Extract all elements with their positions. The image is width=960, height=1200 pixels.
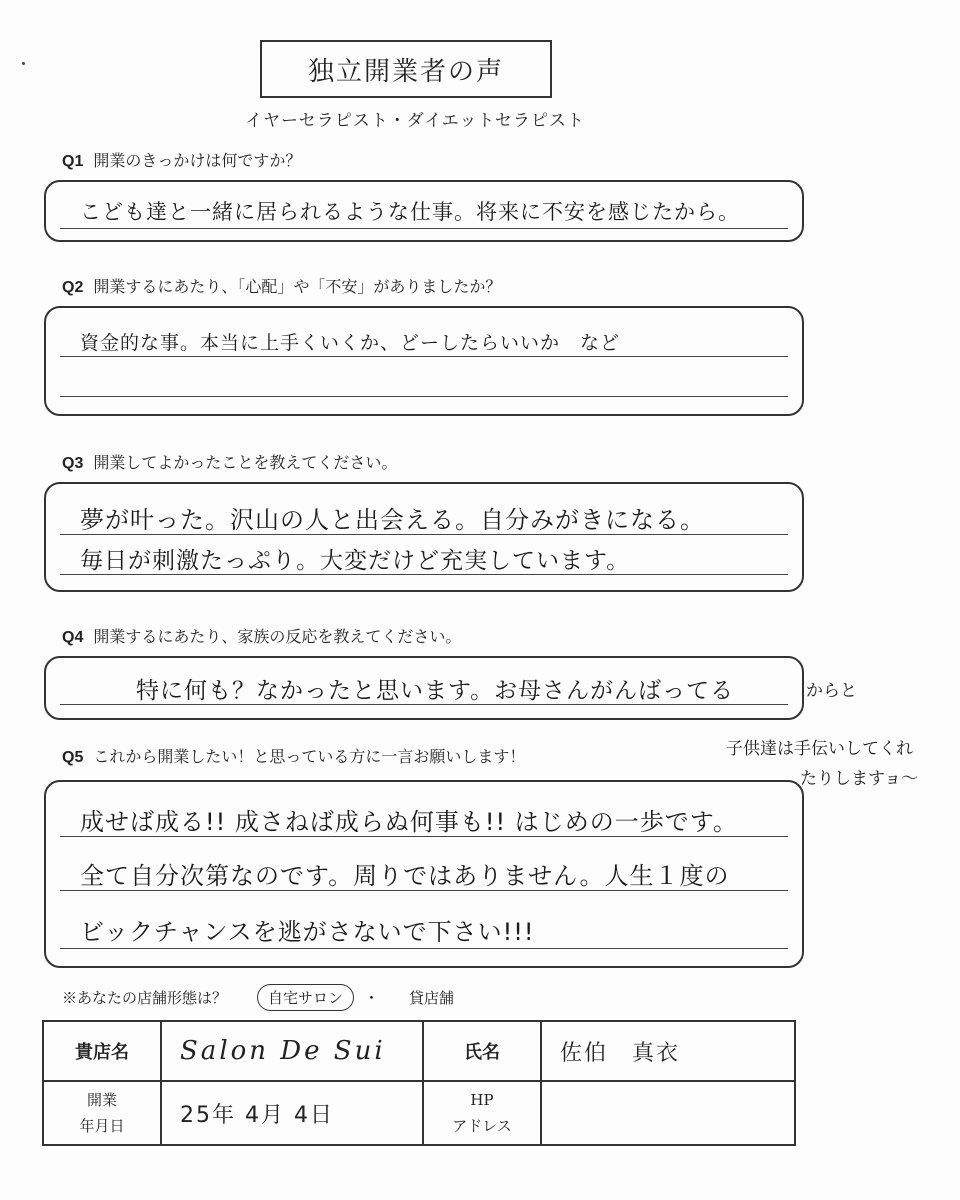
store-type-question: ※あなたの店舗形態は？ [62,989,228,1007]
question-text: 開業してよかったことを教えてください。 [93,453,398,472]
answer-line: ビックチャンスを逃がさないで下さい!!! [80,918,535,946]
store-option-rental: 貸店舗 [409,989,455,1007]
store-option-home-salon: 自宅サロン [257,984,354,1011]
scan-speck [22,62,25,65]
open-date-label-line2: 年月日 [79,1117,125,1135]
question-5 [62,744,525,767]
question-1 [62,148,301,171]
question-number: Q4 [62,629,84,646]
answer-line: 特に何も？なかったと思います。お母さんがんばってる [136,678,735,704]
question-3 [62,450,397,473]
question-2 [62,274,501,297]
open-date-value: 25年 4月 4日 [161,1081,423,1145]
store-type-row [62,984,454,1011]
store-name-value: Salon De Sui [161,1021,423,1081]
question-number: Q3 [62,455,84,472]
store-option-separator: ・ [364,989,380,1007]
answer-line: 夢が叶った。沢山の人と出会える。自分みがきになる。 [80,506,705,534]
page-title: 独立開業者の声 [260,40,552,98]
question-text: 開業のきっかけは何ですか？ [93,151,302,170]
question-text: これから開業したい！と思っている方に一言お願いします！ [93,747,526,766]
answer-line: 全て自分次第なのです。周りではありません。人生１度の [80,862,730,890]
question-text: 開業するにあたり、家族の反応を教えてください。 [93,627,462,646]
answer-overflow: 子供達は手伝いしてくれ [726,739,913,759]
hp-value [541,1081,795,1145]
question-text: 開業するにあたり、「心配」や「不安」がありましたか？ [93,277,502,296]
answer-rule [60,396,788,397]
open-date-label [43,1081,161,1145]
open-date-label-line1: 開業 [86,1091,117,1109]
answer-rule [60,356,788,357]
question-number: Q5 [62,749,84,766]
owner-name-value: 佐伯 真衣 [541,1021,795,1081]
question-number: Q2 [62,279,84,296]
answer-overflow: からと [806,681,857,701]
answer-overflow: たりしますョ〜 [800,769,919,789]
answer-rule [60,228,788,229]
answer-line: 毎日が刺激たっぷり。大変だけど充実しています。 [80,548,631,574]
answer-box-2 [44,306,804,416]
question-number: Q1 [62,153,84,170]
answer-line: こども達と一緒に居られるような仕事。将来に不安を感じたから。 [80,200,740,224]
answer-box-3 [44,482,804,592]
question-4 [62,624,461,647]
hp-label-line2: アドレス [452,1117,512,1135]
hp-label [423,1081,541,1145]
answer-line: 資金的な事。本当に上手くいくか、どーしたらいいか など [80,332,621,354]
page-subtitle: イヤーセラピスト・ダイエットセラピスト [245,111,585,131]
owner-name-label: 氏名 [423,1021,541,1081]
answer-line: 成せば成る!! 成さねば成らぬ何事も!! はじめの一歩です。 [80,808,738,836]
answer-box-4 [44,656,804,720]
store-name-label: 貴店名 [43,1021,161,1081]
answer-box-1 [44,180,804,242]
answer-box-5 [44,780,804,968]
answer-rule [60,948,788,949]
hp-label-line1: HP [470,1091,494,1109]
info-table [42,1020,796,1146]
